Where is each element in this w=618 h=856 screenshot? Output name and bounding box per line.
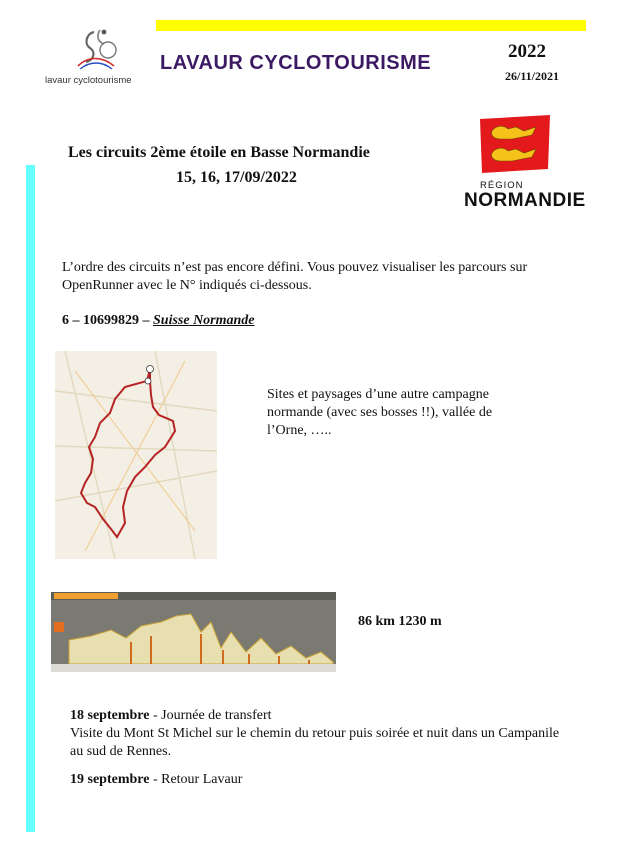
- day-date: 19 septembre: [70, 772, 150, 787]
- circuit-name-link[interactable]: Suisse Normande: [153, 313, 255, 328]
- document-date: 26/11/2021: [505, 69, 560, 83]
- year: 2022: [508, 41, 546, 62]
- header-yellow-bar: [156, 20, 586, 31]
- intro-paragraph: L’ordre des circuits n’est pas encore défini. Vous pouvez visualiser les parcours sur OpenRunner avec le N° indiqués ci-dessous.: [62, 260, 528, 293]
- elevation-profile: [51, 592, 336, 672]
- circuit-description: Sites et paysages d’une autre campagne normande (avec ses bosses !!), vallée de l’Orne, …..: [267, 387, 493, 438]
- day-text: Visite du Mont St Michel sur le chemin du retour puis soirée et nuit dans un Campanile au sud de Rennes.: [70, 726, 560, 759]
- club-name: LAVAUR CYCLOTOURISME: [160, 52, 432, 74]
- logo-caption: lavaur cyclotourisme: [45, 75, 132, 86]
- day-date: 18 septembre: [70, 708, 150, 723]
- day-entry: [70, 771, 570, 789]
- page-title: Les circuits 2ème étoile en Basse Normandie: [68, 144, 370, 161]
- day-title: - Journée de transfert: [149, 708, 272, 723]
- day-title: - Retour Lavaur: [149, 772, 243, 787]
- side-cyan-bar: [26, 165, 35, 832]
- circuit-id: 6 – 10699829 –: [62, 313, 153, 328]
- region-label-big: NORMANDIE: [464, 190, 586, 211]
- event-dates: 15, 16, 17/09/2022: [176, 169, 297, 186]
- normandie-flag-logo: [478, 115, 552, 173]
- day-entry: [70, 707, 570, 761]
- region-label-small: RÉGION: [480, 180, 524, 191]
- circuit-stats: 86 km 1230 m: [358, 614, 442, 629]
- circuit-heading: [62, 313, 255, 329]
- route-map: [55, 351, 217, 559]
- club-logo: [68, 26, 124, 74]
